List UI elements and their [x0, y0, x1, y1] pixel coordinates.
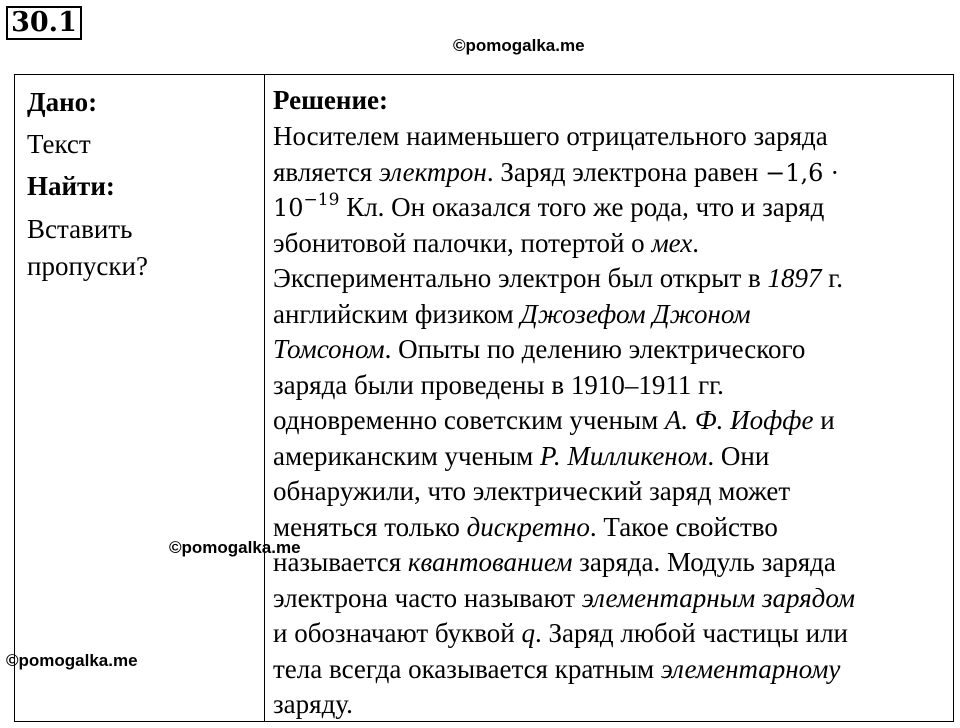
text: тела всегда оказывается кратным	[273, 653, 661, 684]
text: . Заряд любой частицы или	[534, 618, 848, 648]
find-value	[27, 211, 257, 285]
text: американским ученым	[273, 440, 541, 471]
symbol-q: q	[521, 618, 535, 648]
solution-line	[273, 474, 945, 510]
text: заряду.	[273, 689, 353, 719]
text: Носителем наименьшего отрицательного заряда	[273, 121, 828, 151]
column-divider	[264, 75, 265, 721]
solution-line	[273, 439, 945, 475]
watermark-middle: ©pomogalka.me	[169, 538, 301, 557]
term-thomson-surname: Томсоном	[273, 334, 385, 364]
year-1897: 1897	[767, 263, 822, 293]
text: Экспериментально электрон был открыт в	[273, 263, 768, 293]
solution-line	[273, 190, 945, 226]
text: и обозначают буквой	[273, 618, 522, 648]
charge-exponent: −19	[303, 190, 340, 210]
charge-base: 10	[273, 194, 304, 222]
solution-column	[273, 81, 945, 723]
text: одновременно советским ученым	[273, 405, 665, 435]
text: называется	[273, 547, 408, 577]
solution-line	[273, 226, 945, 262]
solution-line	[273, 155, 945, 191]
given-value: Текст	[27, 129, 91, 159]
text: и	[813, 405, 835, 435]
solution-line	[273, 652, 945, 688]
text: г.	[821, 263, 844, 293]
term-thomson-name: Джозефом Джоном	[520, 298, 751, 329]
solution-line	[273, 687, 945, 723]
text: эбонитовой палочки, потертой о	[273, 227, 652, 258]
charge-mantissa: −1,6 ·	[765, 158, 839, 187]
solution-line	[273, 510, 945, 546]
watermark-top: ©pomogalka.me	[453, 36, 585, 55]
text: . Опыты по делению электрического	[384, 334, 806, 364]
text: . Заряд электрона равен	[486, 156, 766, 187]
solution-line	[273, 545, 945, 581]
term-fur: мех	[651, 227, 693, 258]
text: Кл. Он оказался того же рода, что и заряд	[339, 192, 825, 222]
solution-line	[273, 297, 945, 333]
given-label: Дано:	[27, 87, 98, 117]
given-column	[27, 81, 257, 285]
find-value-line-2: пропуски?	[27, 251, 148, 281]
text: . Они	[707, 440, 770, 471]
text: обнаружили, что электрический заряд может	[273, 476, 791, 506]
solution-heading: Решение:	[273, 85, 388, 115]
term-electron: электрон	[378, 156, 487, 187]
term-elementary: элементарному	[660, 653, 841, 684]
text: .	[692, 227, 700, 258]
solution-table	[14, 74, 954, 722]
term-discrete: дискретно	[466, 511, 590, 542]
term-elementary-charge: элементарным зарядом	[581, 582, 856, 613]
solution-line	[273, 403, 945, 439]
solution-line	[273, 261, 945, 297]
text: английским физиком	[273, 298, 521, 329]
text: электрона часто называют	[273, 582, 582, 613]
solution-line	[273, 581, 945, 617]
term-quantization: квантованием	[407, 547, 573, 577]
text: . Такое свойство	[589, 511, 778, 542]
watermark-bottom: ©pomogalka.me	[6, 651, 138, 670]
solution-line	[273, 119, 945, 155]
solution-line	[273, 616, 945, 652]
term-ioffe: А. Ф. Иоффе	[664, 405, 814, 435]
text: меняться только	[273, 511, 467, 542]
find-label: Найти:	[27, 171, 115, 201]
term-millikan: Р. Милликеном	[540, 440, 708, 471]
find-value-line-1: Вставить	[27, 214, 133, 244]
text: заряда были проведены в 1910–1911 гг.	[273, 369, 724, 400]
solution-line	[273, 332, 945, 368]
problem-number-badge: 30.1	[6, 6, 82, 40]
text: является	[273, 156, 379, 187]
text: заряда. Модуль заряда	[572, 547, 836, 577]
solution-line	[273, 368, 945, 404]
